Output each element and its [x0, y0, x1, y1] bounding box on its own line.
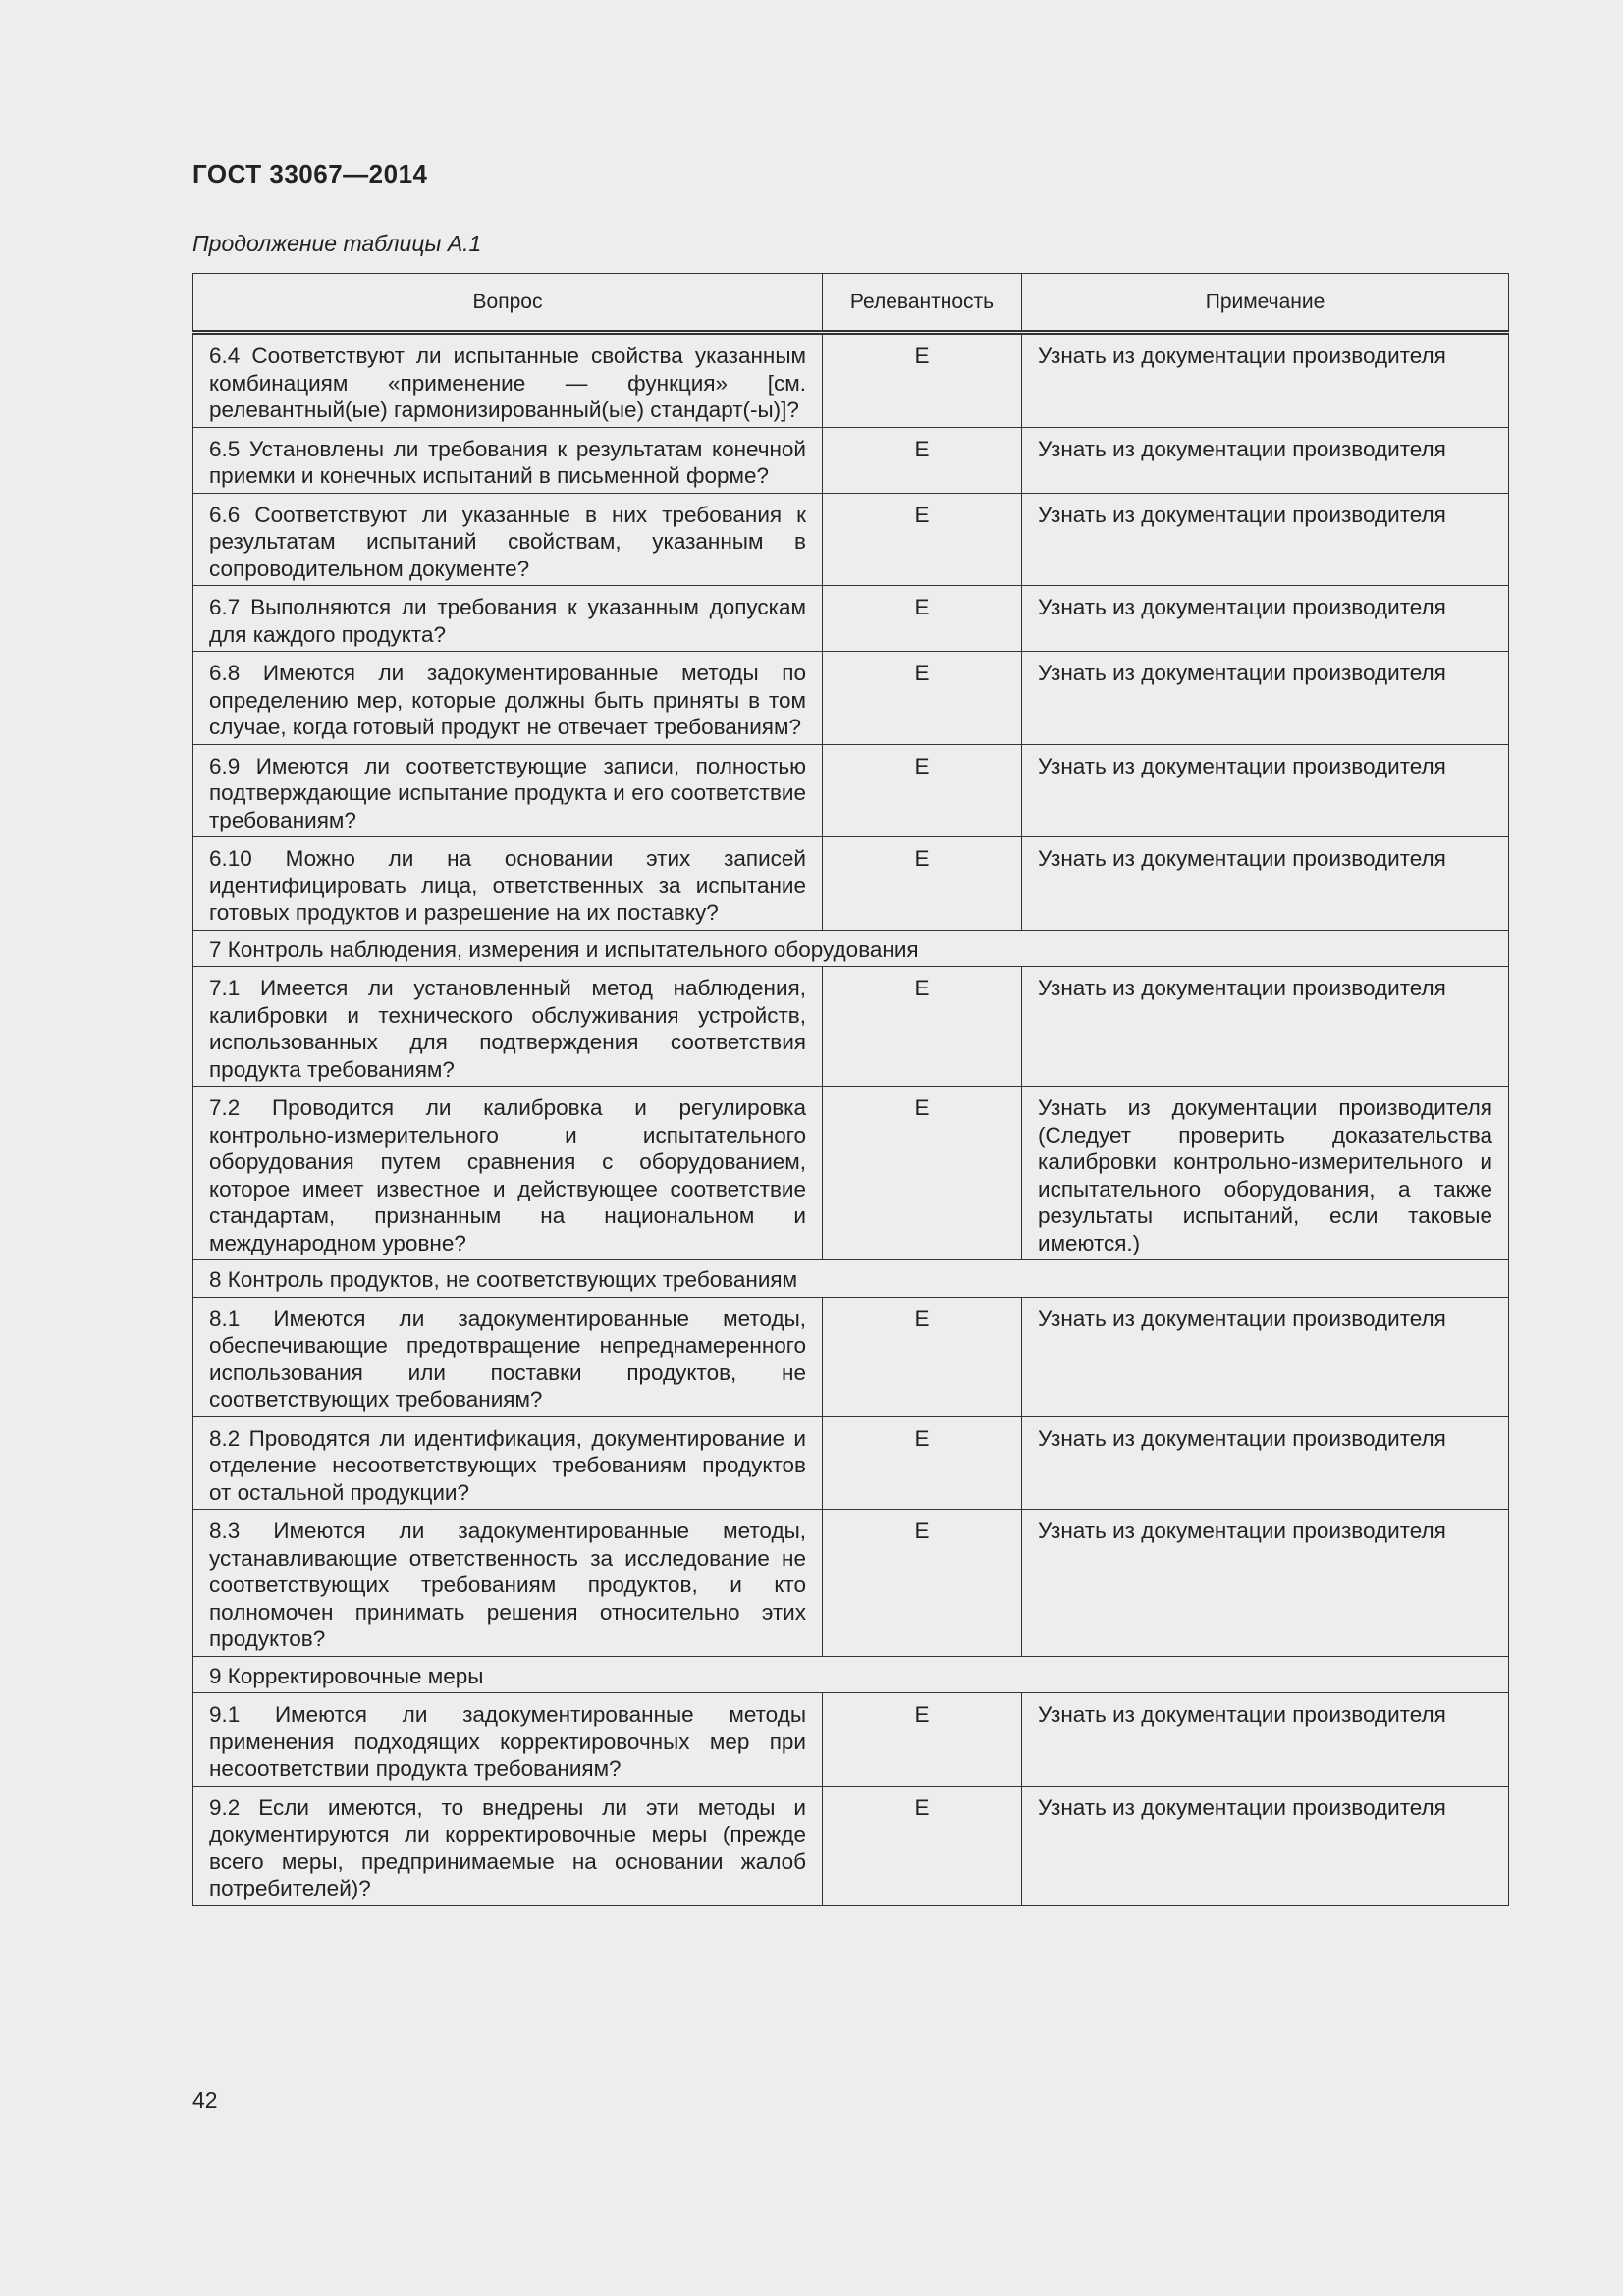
page-number: 42 [192, 2087, 218, 2112]
column-header-note: Примечание [1022, 274, 1509, 333]
question-cell: 6.4 Соответствуют ли испытанные свойства указанным комбинациям «применение — функция» [см. релевантный(ые) гармонизированный(ые) стандарт(-ы)]? [193, 333, 823, 428]
relevance-cell: E [823, 1087, 1022, 1260]
relevance-cell: E [823, 652, 1022, 745]
note-cell: Узнать из документации производителя [1022, 1416, 1509, 1510]
note-cell: Узнать из документации производителя [1022, 333, 1509, 428]
relevance-cell: E [823, 1416, 1022, 1510]
table-caption: Продолжение таблицы А.1 [192, 231, 482, 256]
relevance-cell: E [823, 837, 1022, 931]
note-cell: Узнать из документации производителя [1022, 744, 1509, 837]
table-row [193, 1786, 1509, 1905]
question-cell: 8.2 Проводятся ли идентификация, документирование и отделение несоответствующих требованиям продуктов от остальной продукции? [193, 1416, 823, 1510]
relevance-cell: E [823, 1510, 1022, 1657]
note-cell: Узнать из документации производителя [1022, 652, 1509, 745]
table-row [193, 744, 1509, 837]
question-cell: 8.3 Имеются ли задокументированные методы, устанавливающие ответственность за исследование не соответствующих требованиям продуктов, и кто полномочен принимать решения относительно этих продуктов? [193, 1510, 823, 1657]
relevance-cell: E [823, 333, 1022, 428]
question-cell: 6.10 Можно ли на основании этих записей идентифицировать лица, ответственных за испытание готовых продуктов и разрешение на их поставку? [193, 837, 823, 931]
note-cell: Узнать из документации производителя [1022, 586, 1509, 652]
note-cell: Узнать из документации производителя [1022, 1510, 1509, 1657]
question-cell: 6.9 Имеются ли соответствующие записи, полностью подтверждающие испытание продукта и его соответствие требованиям? [193, 744, 823, 837]
question-cell: 6.5 Установлены ли требования к результатам конечной приемки и конечных испытаний в письменной форме? [193, 427, 823, 493]
table-row [193, 652, 1509, 745]
table-row [193, 493, 1509, 586]
document-title: ГОСТ 33067—2014 [192, 159, 428, 188]
note-cell: Узнать из документации производителя [1022, 1297, 1509, 1416]
table-header-row [193, 274, 1509, 333]
table-row [193, 427, 1509, 493]
question-cell: 9.2 Если имеются, то внедрены ли эти методы и документируются ли корректировочные меры (прежде всего меры, предпринимаемые на основании жалоб потребителей)? [193, 1786, 823, 1905]
relevance-cell: E [823, 586, 1022, 652]
section-row [193, 1656, 1509, 1693]
table-row [193, 1416, 1509, 1510]
relevance-cell: E [823, 967, 1022, 1087]
relevance-cell: E [823, 744, 1022, 837]
section-title: 7 Контроль наблюдения, измерения и испытательного оборудования [193, 930, 1509, 967]
question-cell: 8.1 Имеются ли задокументированные методы, обеспечивающие предотвращение непреднамеренного использования или поставки продуктов, не соответствующих требованиям? [193, 1297, 823, 1416]
relevance-cell: E [823, 1693, 1022, 1787]
table-row [193, 967, 1509, 1087]
section-row [193, 1260, 1509, 1298]
question-cell: 6.6 Соответствуют ли указанные в них требования к результатам испытаний свойствам, указанным в сопроводительном документе? [193, 493, 823, 586]
table-row [193, 333, 1509, 428]
question-cell: 9.1 Имеются ли задокументированные методы применения подходящих корректировочных мер при несоответствии продукта требованиям? [193, 1693, 823, 1787]
table-row [193, 1087, 1509, 1260]
question-cell: 6.7 Выполняются ли требования к указанным допускам для каждого продукта? [193, 586, 823, 652]
note-cell: Узнать из документации производителя [1022, 837, 1509, 931]
note-cell: Узнать из документации производителя [1022, 1693, 1509, 1787]
column-header-question: Вопрос [193, 274, 823, 333]
relevance-cell: E [823, 427, 1022, 493]
note-cell: Узнать из документации производителя [1022, 967, 1509, 1087]
column-header-relevance: Релевантность [823, 274, 1022, 333]
section-row [193, 930, 1509, 967]
requirements-table [192, 273, 1509, 1906]
note-cell: Узнать из документации производителя [1022, 427, 1509, 493]
relevance-cell: E [823, 1786, 1022, 1905]
question-cell: 7.1 Имеется ли установленный метод наблюдения, калибровки и технического обслуживания устройств, использованных для подтверждения соответствия продукта требованиям? [193, 967, 823, 1087]
section-title: 8 Контроль продуктов, не соответствующих требованиям [193, 1260, 1509, 1298]
table-row [193, 1297, 1509, 1416]
note-cell: Узнать из документации производителя (Следует проверить доказательства калибровки контрольно-измерительного и испытательного оборудования, а также результаты испытаний, если таковые имеются.) [1022, 1087, 1509, 1260]
question-cell: 7.2 Проводится ли калибровка и регулировка контрольно-измерительного и испытательного оборудования путем сравнения с оборудованием, которое имеет известное и действующее соответствие стандартам, признанным на национальном и международном уровне? [193, 1087, 823, 1260]
table-body [193, 333, 1509, 1906]
note-cell: Узнать из документации производителя [1022, 1786, 1509, 1905]
relevance-cell: E [823, 1297, 1022, 1416]
table-row [193, 1510, 1509, 1657]
table-row [193, 1693, 1509, 1787]
table-row [193, 837, 1509, 931]
section-title: 9 Корректировочные меры [193, 1656, 1509, 1693]
table-row [193, 586, 1509, 652]
question-cell: 6.8 Имеются ли задокументированные методы по определению мер, которые должны быть приняты в том случае, когда готовый продукт не отвечает требованиям? [193, 652, 823, 745]
note-cell: Узнать из документации производителя [1022, 493, 1509, 586]
relevance-cell: E [823, 493, 1022, 586]
